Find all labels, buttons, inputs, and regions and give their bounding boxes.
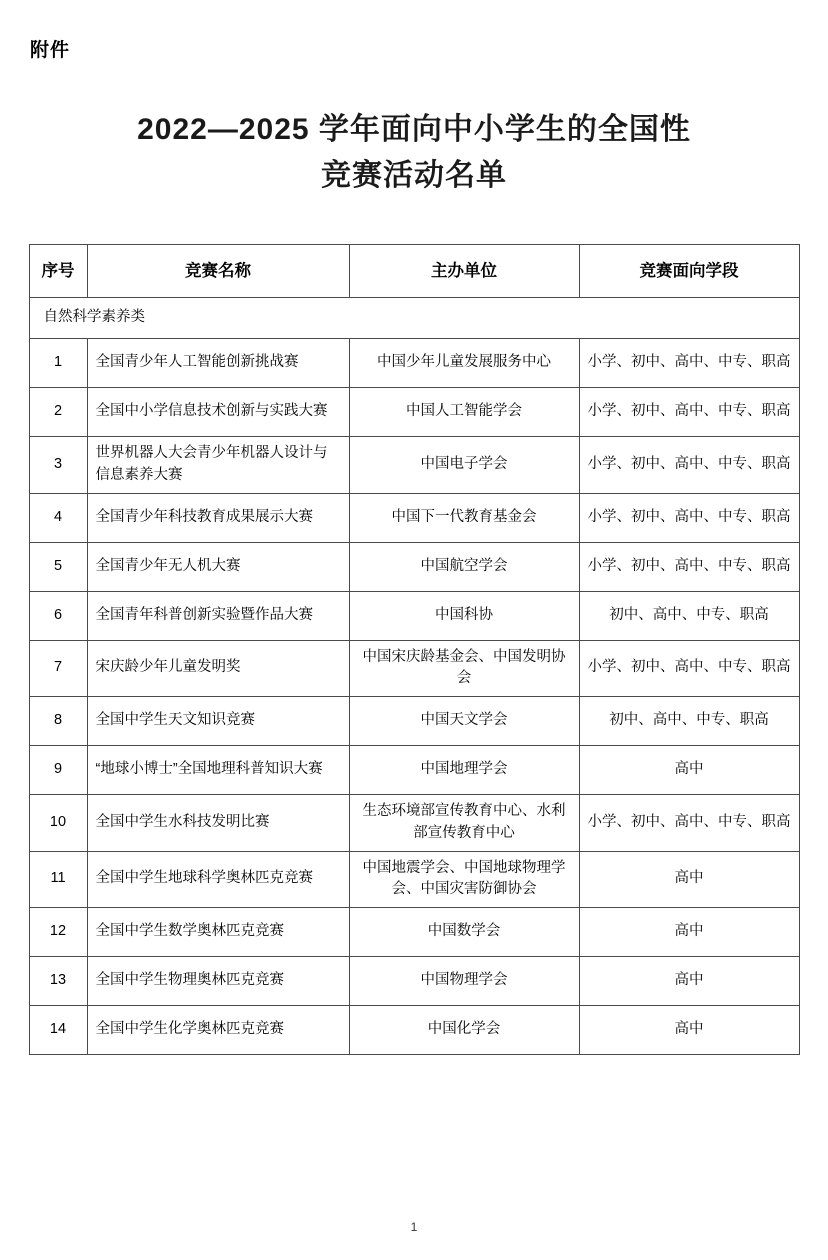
page-title-line-2: 竞赛活动名单 — [321, 159, 507, 193]
cell-stage: 高中 — [579, 746, 799, 795]
column-header-organizer: 主办单位 — [349, 244, 579, 298]
table-row — [29, 437, 799, 494]
table-row — [29, 908, 799, 957]
cell-name: 全国中小学信息技术创新与实践大赛 — [87, 388, 349, 437]
cell-organizer: 中国科协 — [349, 591, 579, 640]
cell-organizer: 中国地理学会 — [349, 746, 579, 795]
table-row — [29, 697, 799, 746]
cell-stage: 小学、初中、高中、中专、职高 — [579, 339, 799, 388]
cell-stage: 高中 — [579, 851, 799, 908]
category-label: 自然科学素养类 — [29, 298, 799, 339]
cell-index: 6 — [29, 591, 87, 640]
cell-name: 世界机器人大会青少年机器人设计与信息素养大赛 — [87, 437, 349, 494]
column-header-stage: 竞赛面向学段 — [579, 244, 799, 298]
cell-organizer: 中国化学会 — [349, 1006, 579, 1055]
cell-index: 3 — [29, 437, 87, 494]
cell-index: 14 — [29, 1006, 87, 1055]
cell-index: 13 — [29, 957, 87, 1006]
cell-name: 全国中学生数学奥林匹克竞赛 — [87, 908, 349, 957]
table-body — [29, 298, 799, 1055]
cell-index: 10 — [29, 795, 87, 852]
cell-stage: 高中 — [579, 908, 799, 957]
cell-name: 全国中学生物理奥林匹克竞赛 — [87, 957, 349, 1006]
cell-name: 全国中学生地球科学奥林匹克竞赛 — [87, 851, 349, 908]
cell-stage: 小学、初中、高中、中专、职高 — [579, 493, 799, 542]
column-header-name: 竞赛名称 — [87, 244, 349, 298]
cell-organizer: 中国物理学会 — [349, 957, 579, 1006]
table-row — [29, 493, 799, 542]
cell-stage: 小学、初中、高中、中专、职高 — [579, 795, 799, 852]
cell-organizer: 中国数学会 — [349, 908, 579, 957]
cell-stage: 高中 — [579, 957, 799, 1006]
cell-index: 7 — [29, 640, 87, 697]
cell-name: “地球小博士”全国地理科普知识大赛 — [87, 746, 349, 795]
cell-index: 5 — [29, 542, 87, 591]
cell-stage: 小学、初中、高中、中专、职高 — [579, 640, 799, 697]
table-row — [29, 851, 799, 908]
cell-organizer: 中国电子学会 — [349, 437, 579, 494]
table-row — [29, 388, 799, 437]
cell-name: 全国青年科普创新实验暨作品大赛 — [87, 591, 349, 640]
page-number: 1 — [410, 1220, 418, 1234]
cell-index: 8 — [29, 697, 87, 746]
cell-stage: 高中 — [579, 1006, 799, 1055]
page-title — [84, 107, 744, 200]
cell-index: 4 — [29, 493, 87, 542]
cell-organizer: 生态环境部宣传教育中心、水利部宣传教育中心 — [349, 795, 579, 852]
table-row — [29, 591, 799, 640]
cell-stage: 初中、高中、中专、职高 — [579, 697, 799, 746]
cell-stage: 初中、高中、中专、职高 — [579, 591, 799, 640]
table-row — [29, 542, 799, 591]
cell-organizer: 中国地震学会、中国地球物理学会、中国灾害防御协会 — [349, 851, 579, 908]
cell-name: 全国中学生天文知识竞赛 — [87, 697, 349, 746]
column-header-index: 序号 — [29, 244, 87, 298]
cell-stage: 小学、初中、高中、中专、职高 — [579, 437, 799, 494]
cell-stage: 小学、初中、高中、中专、职高 — [579, 388, 799, 437]
cell-name: 全国中学生水科技发明比赛 — [87, 795, 349, 852]
cell-index: 12 — [29, 908, 87, 957]
table-row — [29, 1006, 799, 1055]
cell-name: 全国中学生化学奥林匹克竞赛 — [87, 1006, 349, 1055]
table-header-row — [29, 244, 799, 298]
cell-index: 2 — [29, 388, 87, 437]
table-category-row — [29, 298, 799, 339]
attachment-label: 附件 — [30, 40, 71, 61]
table-row — [29, 795, 799, 852]
cell-name: 宋庆龄少年儿童发明奖 — [87, 640, 349, 697]
cell-organizer: 中国少年儿童发展服务中心 — [349, 339, 579, 388]
cell-organizer: 中国人工智能学会 — [349, 388, 579, 437]
cell-index: 1 — [29, 339, 87, 388]
page-title-line-1: 2022—2025 学年面向中小学生的全国性 — [137, 112, 691, 146]
cell-organizer: 中国天文学会 — [349, 697, 579, 746]
cell-index: 11 — [29, 851, 87, 908]
cell-organizer: 中国航空学会 — [349, 542, 579, 591]
cell-name: 全国青少年科技教育成果展示大赛 — [87, 493, 349, 542]
cell-name: 全国青少年人工智能创新挑战赛 — [87, 339, 349, 388]
cell-organizer: 中国下一代教育基金会 — [349, 493, 579, 542]
cell-stage: 小学、初中、高中、中专、职高 — [579, 542, 799, 591]
cell-index: 9 — [29, 746, 87, 795]
table-row — [29, 746, 799, 795]
cell-name: 全国青少年无人机大赛 — [87, 542, 349, 591]
competition-list-table — [29, 244, 800, 1056]
table-row — [29, 957, 799, 1006]
table-row — [29, 339, 799, 388]
cell-organizer: 中国宋庆龄基金会、中国发明协会 — [349, 640, 579, 697]
table-row — [29, 640, 799, 697]
